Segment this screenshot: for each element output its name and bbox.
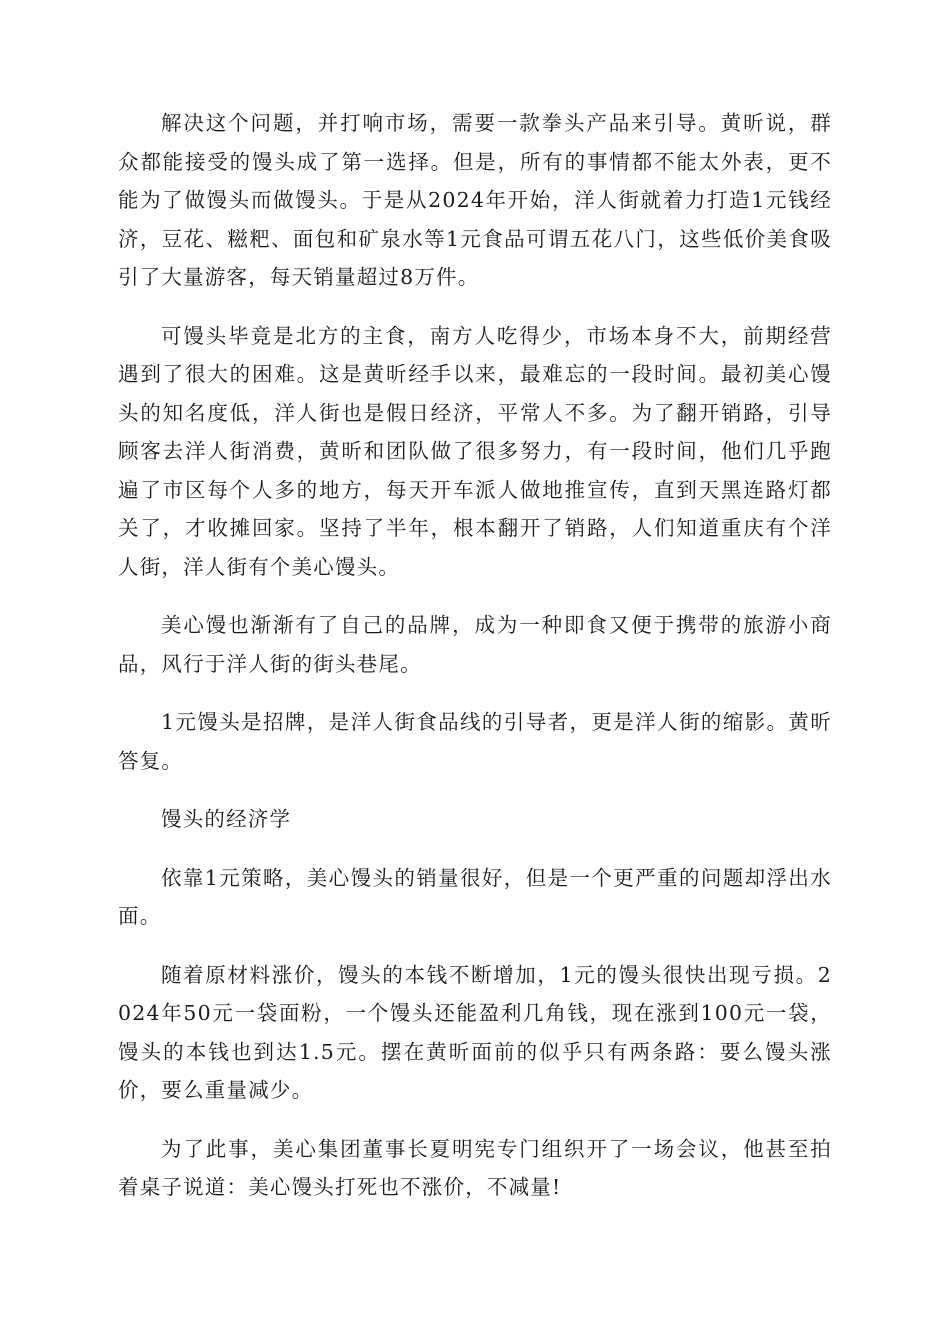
section-heading: 馒头的经济学 xyxy=(161,807,292,831)
paragraph-5: 依靠1元策略，美心馒头的销量很好，但是一个更严重的问题却浮出水面。 xyxy=(118,865,832,928)
paragraph-7: 为了此事，美心集团董事长夏明宪专门组织开了一场会议，他甚至拍着桌子说道：美心馒头打死也不涨价，不减量! xyxy=(118,1136,832,1199)
paragraph-2: 可馒头毕竟是北方的主食，南方人吃得少，市场本身不大，前期经营遇到了很大的困难。这是黄昕经手以来，最难忘的一段时间。最初美心馒头的知名度低，洋人街也是假日经济，平常人不多。为了翻开销路，引导顾客去洋人街消费，黄昕和团队做了很多努力，有一段时间，他们几乎跑遍了市区每个人多的地方，每天开车派人做地推宣传，直到天黑连路灯都关了，才收摊回家。坚持了半年，根本翻开了销路，人们知道重庆有个洋人街，洋人街有个美心馒头。 xyxy=(118,323,832,579)
paragraph-6: 随着原材料涨价，馒头的本钱不断增加，1元的馒头很快出现亏损。2024年50元一袋面粉，一个馒头还能盈利几角钱，现在涨到100元一袋，馒头的本钱也到达1.5元。摆在黄昕面前的似乎只有两条路：要么馒头涨价，要么重量减少。 xyxy=(118,962,832,1102)
paragraph-4: 1元馒头是招牌，是洋人街食品线的引导者，更是洋人街的缩影。黄昕答复。 xyxy=(118,710,832,773)
paragraph-3: 美心馒也渐渐有了自己的品牌，成为一种即食又便于携带的旅游小商品，风行于洋人街的街头巷尾。 xyxy=(118,613,832,676)
paragraph-1: 解决这个问题，并打响市场，需要一款拳头产品来引导。黄昕说，群众都能接受的馒头成了第一选择。但是，所有的事情都不能太外表，更不能为了做馒头而做馒头。于是从2024年开始，洋人街就着力打造1元钱经济，豆花、糍粑、面包和矿泉水等1元食品可谓五花八门，这些低价美食吸引了大量游客，每天销量超过8万件。 xyxy=(118,111,832,289)
